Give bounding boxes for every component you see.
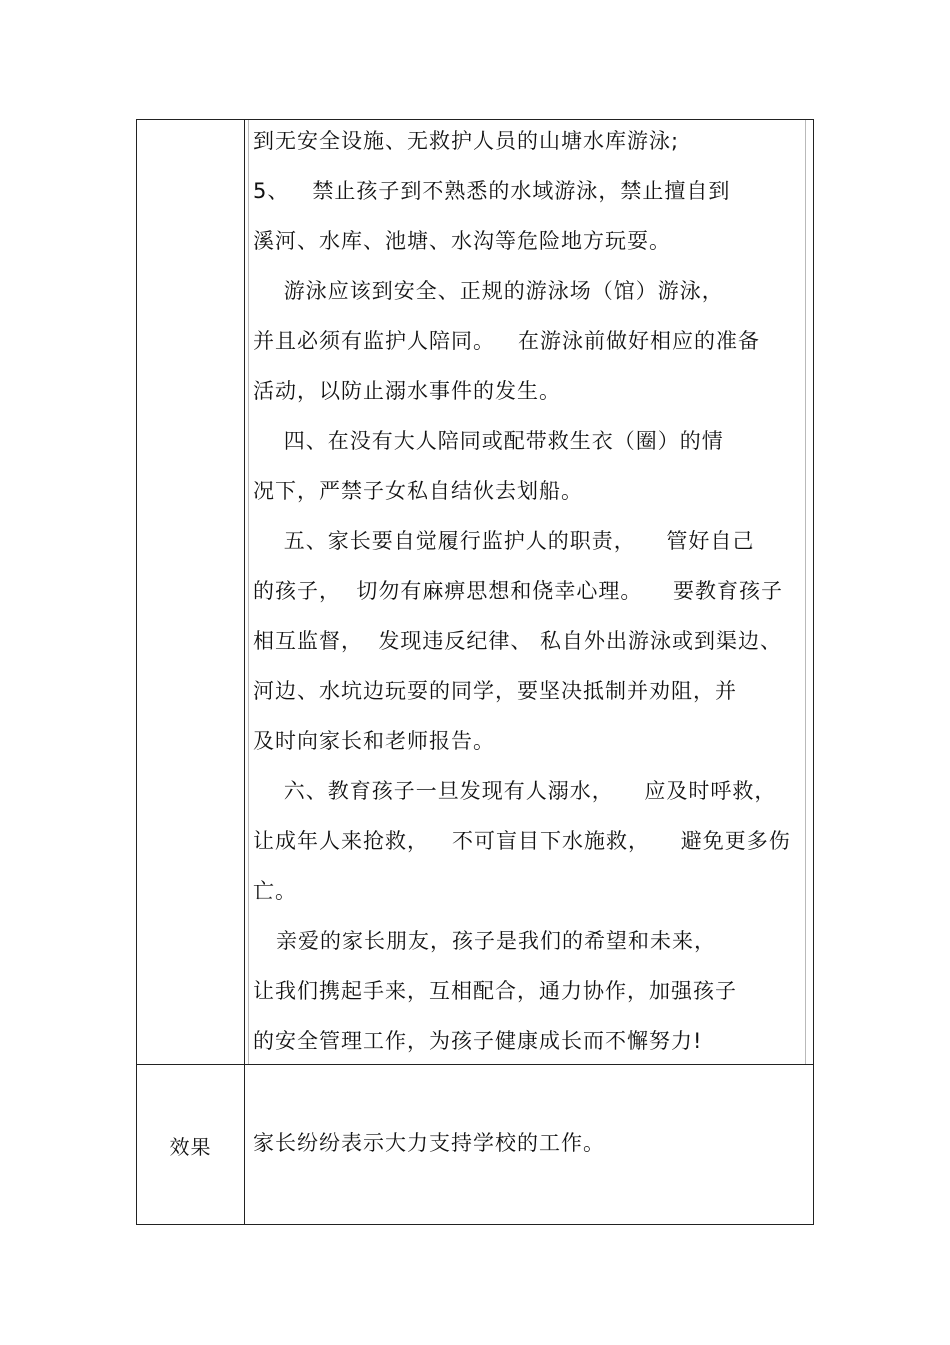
content-line: 六、教育孩子一旦发现有人溺水， 应及时呼救，: [253, 779, 777, 803]
content-line: 亡。: [253, 879, 297, 903]
content-line: 相互监督， 发现违反纪律、 私自外出游泳或到渠边、: [253, 629, 783, 653]
content-line: 况下，严禁子女私自结伙去划船。: [253, 479, 583, 503]
content-line: 5、 禁止孩子到不熟悉的水域游泳，禁止擅自到: [253, 179, 731, 203]
inner-border-right: [805, 120, 806, 1064]
content-line: 的孩子， 切勿有麻痹思想和侥幸心理。 要教育孩子: [253, 579, 784, 603]
content-line: 及时向家长和老师报告。: [253, 729, 495, 753]
content-line: 溪河、水库、池塘、水沟等危险地方玩耍。: [253, 229, 671, 253]
content-line: 亲爱的家长朋友，孩子是我们的希望和未来，: [253, 929, 717, 953]
content-line: 游泳应该到安全、正规的游泳场（馆）游泳，: [253, 279, 724, 303]
document-table: [136, 119, 814, 1225]
content-line: 五、家长要自觉履行监护人的职责， 管好自己: [253, 529, 755, 553]
inner-border-left: [248, 120, 249, 1064]
content-cell: [253, 120, 805, 1064]
content-line: 让成年人来抢救， 不可盲目下水施救， 避免更多伤: [253, 829, 791, 853]
content-line: 让我们携起手来，互相配合，通力协作，加强孩子: [253, 979, 737, 1003]
row-divider: [137, 1064, 813, 1065]
content-line: 并且必须有监护人陪同。 在游泳前做好相应的准备: [253, 329, 761, 353]
effect-text: 家长纷纷表示大力支持学校的工作。: [253, 1131, 605, 1155]
content-line: 活动，以防止溺水事件的发生。: [253, 379, 561, 403]
content-line: 河边、水坑边玩耍的同学，要坚决抵制并劝阻，并: [253, 679, 737, 703]
content-line: 到无安全设施、无救护人员的山塘水库游泳;: [253, 129, 680, 153]
column-divider: [244, 120, 245, 1224]
content-line: 的安全管理工作，为孩子健康成长而不懈努力!: [253, 1029, 703, 1053]
content-line: 四、在没有大人陪同或配带救生衣（圈）的情: [253, 429, 724, 453]
row-label-effect: 效果: [169, 1134, 212, 1159]
